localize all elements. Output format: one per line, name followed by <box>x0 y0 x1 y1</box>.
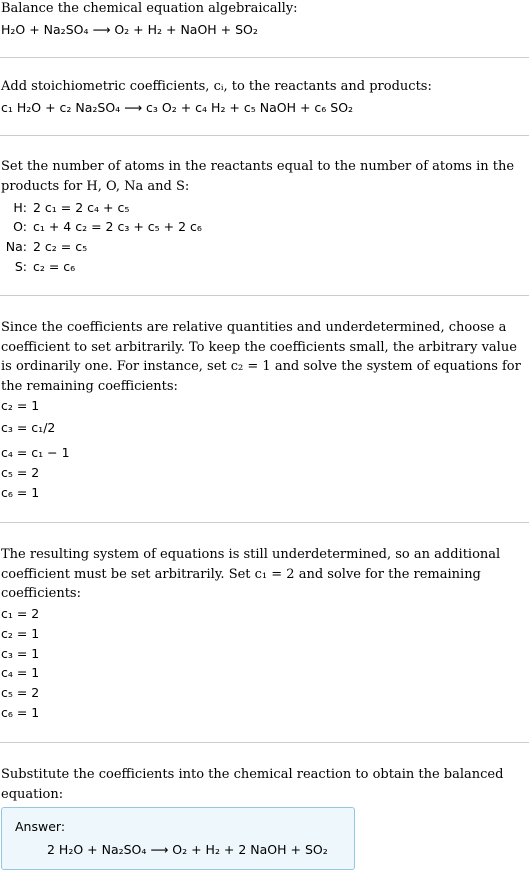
atom-row-h <box>1 199 129 218</box>
solution-row: c₄ = 1 <box>1 665 40 680</box>
arbitrary1-text: Since the coefficients are relative quantities and underdetermined, choose a coefficient to set arbitrarily. To keep the coefficients small, the arbitrary value is ordinarily one. For instance, set c₂ = 1 and solve the system of equations for the remaining coefficients: <box>1 320 521 394</box>
divider <box>0 57 529 58</box>
divider <box>0 742 529 743</box>
divider <box>0 522 529 523</box>
final-text: Substitute the coefficients into the chemical reaction to obtain the balanced equation: <box>1 767 504 802</box>
solution-row: c₅ = 2 <box>1 465 40 480</box>
solution-row: c₄ = c₁ − 1 <box>1 445 70 460</box>
solution-row: c₂ = 1 <box>1 398 40 413</box>
coefficients-text: Add stoichiometric coefficients, cᵢ, to the reactants and products: <box>1 79 432 94</box>
solution-row: c₁ = 2 <box>1 606 40 621</box>
divider <box>0 295 529 296</box>
answer-box <box>1 807 355 870</box>
atom-equation: 2 c₂ = c₅ <box>33 239 88 254</box>
atom-equation: c₂ = c₆ <box>33 259 76 274</box>
answer-label: Answer: <box>15 819 66 834</box>
atom-label: O: <box>13 219 27 234</box>
atom-label: S: <box>14 259 27 274</box>
atom-row-na <box>1 238 87 257</box>
intro-text: Balance the chemical equation algebraically: <box>1 1 298 16</box>
atom-label: Na: <box>5 239 27 254</box>
coefficients-equation: c₁ H₂O + c₂ Na₂SO₄ ⟶ c₃ O₂ + c₄ H₂ + c₅ NaOH + c₆ SO₂ <box>1 100 354 115</box>
answer-equation: 2 H₂O + Na₂SO₄ ⟶ O₂ + H₂ + 2 NaOH + SO₂ <box>47 842 328 857</box>
atoms-text: Set the number of atoms in the reactants equal to the number of atoms in the products for H, O, Na and S: <box>1 159 515 194</box>
solution-row: c₃ = 1 <box>1 646 40 661</box>
solution-row: c₂ = 1 <box>1 626 40 641</box>
solution-row: c₆ = 1 <box>1 705 40 720</box>
intro-equation: H₂O + Na₂SO₄ ⟶ O₂ + H₂ + NaOH + SO₂ <box>1 22 258 37</box>
atom-equation: 2 c₁ = 2 c₄ + c₅ <box>33 200 130 215</box>
atom-label: H: <box>13 200 27 215</box>
solution-row: c₆ = 1 <box>1 485 40 500</box>
atom-row-o <box>1 218 202 237</box>
arbitrary2-text: The resulting system of equations is still underdetermined, so an additional coefficient must be set arbitrarily. Set c₁ = 2 and solve for the remaining coefficients: <box>1 547 501 601</box>
atom-row-s <box>1 258 75 277</box>
atom-equation: c₁ + 4 c₂ = 2 c₃ + c₅ + 2 c₆ <box>33 219 202 234</box>
divider <box>0 135 529 136</box>
solution-row: c₅ = 2 <box>1 685 40 700</box>
solution-row: c₃ = c₁/2 <box>1 420 56 435</box>
